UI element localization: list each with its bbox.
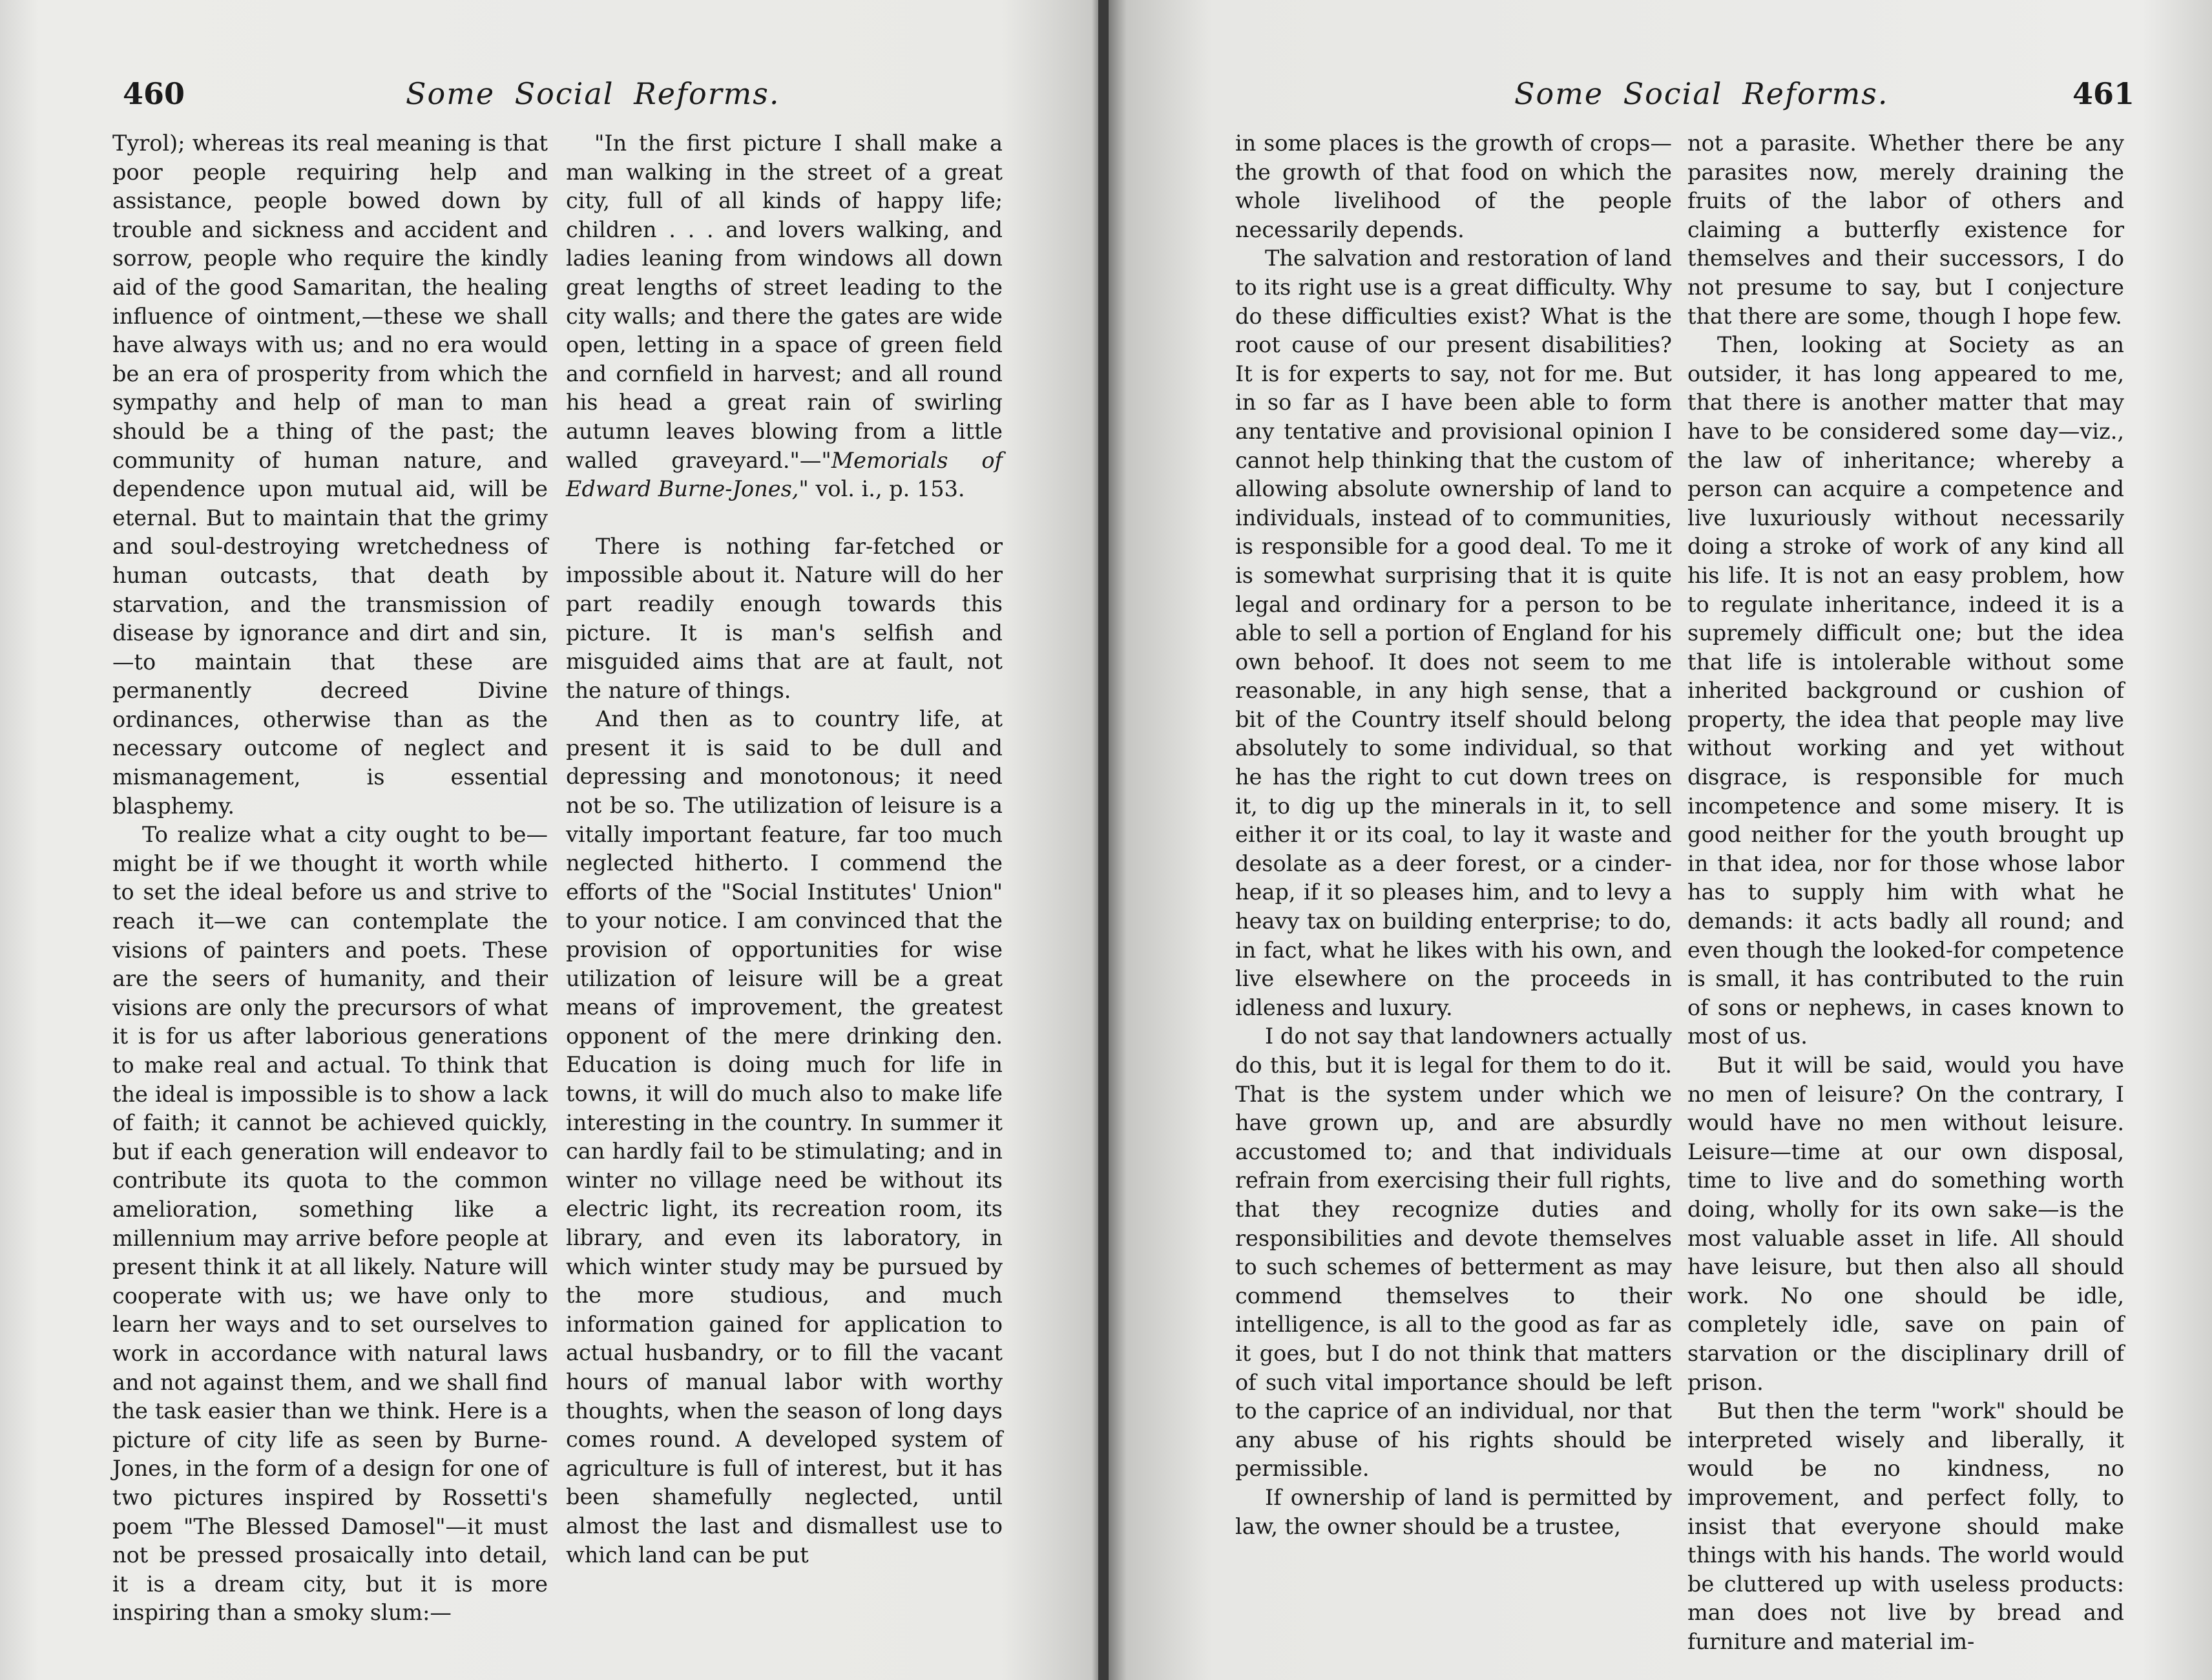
paragraph: I do not say that landowners actually do this, but it is legal for them to do it. That is the system under which we have grown up, and are absurdly accustomed to; and that individuals refrain from exercising their full rights, that they recognize duties and responsibilities and devote themselves to such schemes of betterment as may commend themselves to their intelligence, is all to the good as far as it goes, but I do not think that matters of such vital importance should be left to the caprice of an individual, nor that any abuse of his rights should be permissible. (1235, 1024, 1672, 1482)
quote-source: "Memorials of Edward Burne-Jones," (566, 447, 1003, 502)
paragraph: And then as to country life, at present it is said to be dull and depressing and monotonous; it need not be so. The utilization of leisure is a vitally important feature, far too much neglected hitherto. I commend the efforts of the "Social Institutes' Union" to your notice. I am convinced that the provision of opportunities for wise utilization of leisure will be a great means of improvement, the greatest opponent of the mere drinking den. Education is doing much for life in towns, it will do much also to make life interesting in the country. In summer it can hardly fail to be stimulating; and in winter no village need be without its electric light, its recreation room, its library, and even its laboratory, in which winter study may be pursued by the more studious, and much information gained for application to actual husbandry, or to fill the vacant hours of manual labor with worthy thoughts, when the season of long days comes round. A developed system of agriculture is full of interest, but it has been shamefully neglected, until almost the last and dismallest use to which land can be put (566, 706, 1003, 1568)
book-gutter (1098, 0, 1109, 1680)
right-page (1109, 0, 2212, 1680)
paragraph: The salvation and restoration of land to its right use is a great difficulty. Why do these difficulties exist? What is the root cause of our present disabilities? It is for experts to say, not for me. But in so far as I have been able to form any tentative and provisional opinion I cannot help thinking that the custom of allowing absolute ownership of land to individuals, instead of to communities, is responsible for a good deal. To me it is somewhat surprising that it is quite legal and ordinary for a person to be able to sell a portion of England for his own behoof. It does not seem to me reasonable, in any high sense, that a bit of the Country itself should belong absolutely to some individual, so that he has the right to cut down trees on it, to dig up the minerals in it, to sell either it or its coal, to lay it waste and desolate as a deer forest, or a cinder-heap, if it so pleases him, and to levy a heavy tax on building enterprise; to do, in fact, what he likes with his own, and live elsewhere on the proceeds in idleness and luxury. (1235, 246, 1672, 1020)
left-page (0, 0, 1098, 1680)
left-page-column-1 (112, 129, 548, 1628)
paragraph: Then, looking at Society as an outsider, it has long appeared to me, that there is another matter that may have to be considered some day—viz., the law of inheritance; whereby a person can acquire a competence and live luxuriously without necessarily doing a stroke of work of any kind all his life. It is not an easy problem, how to regulate inheritance, indeed it is a supremely difficult one; but the idea that life is intolerable without some inherited background or cushion of property, the idea that people may live without working and yet without disgrace, is responsible for much incompetence and some misery. It is good neither for the youth brought up in that idea, nor for those whose labor has to supply him with what he demands: it acts badly all round; and even though the looked-for competence is small, it has contributed to the ruin of sons or nephews, in cases known to most of us. (1687, 332, 2124, 1049)
paragraph: There is nothing far-fetched or impossible about it. Nature will do her part readily enough towards this picture. It is man's selfish and misguided aims that are at fault, not the nature of things. (566, 533, 1003, 703)
paragraph: Tyrol); whereas its real meaning is that poor people requiring help and assistance, people bowed down by trouble and sickness and accident and sorrow, people who require the kindly aid of the good Samaritan, the healing influence of ointment,—these we shall have always with us; and no era would be an era of prosperity from which the sympathy and help of man to man should be a thing of the past; the community of human nature, and dependence upon mutual aid, will be eternal. But to maintain that the grimy and soul-destroying wretchedness of human outcasts, that death by starvation, and the transmission of disease by ignorance and dirt and sin,—to maintain that these are permanently decreed Divine ordinances, otherwise than as the necessary outcome of neglect and mismanagement, is essential blasphemy. (112, 131, 548, 819)
paragraph: To realize what a city ought to be—might be if we thought it worth while to set the ideal before us and strive to reach it—we can contemplate the visions of painters and poets. These are the seers of humanity, and their visions are only the precursors of what it is for us after laborious generations to make real and actual. To think that the ideal is impossible is to show a lack of faith; it cannot be achieved quickly, but if each generation will endeavor to contribute its quota to the common amelioration, something like a millennium may arrive before people at present think it at all likely. Nature will cooperate with us; we have only to learn her ways and to set ourselves to work in accordance with natural laws and not against them, and we shall find the task easier than we think. Here is a picture of city life as seen by Burne-Jones, in the form of a design for one of two pictures inspired by Rossetti's poem "The Blessed Damosel"—it must not be pressed prosaically into detail, it is a dream city, but it is more inspiring than a smoky slum:— (112, 822, 548, 1626)
paragraph: But it will be said, would you have no men of leisure? On the contrary, I would have no men without leisure. Leisure—time at our own disposal, time to live and do something worth doing, wholly for its own sake—is the most valuable asset in life. All should have leisure, but then also all should work. No one should be idle, completely idle, save on pain of starvation or the disciplinary drill of prison. (1687, 1053, 2124, 1395)
right-page-column-2 (1687, 129, 2124, 1656)
left-page-column-2 (566, 129, 1003, 1570)
paragraph-gap (566, 504, 1003, 532)
running-title: Some Social Reforms. (406, 76, 780, 111)
page-number: 460 (123, 76, 185, 111)
running-title: Some Social Reforms. (1514, 76, 1889, 111)
paragraph: not a parasite. Whether there be any parasites now, merely draining the fruits of the labor of others and claiming a butterfly existence for themselves and their successors, I do not presume to say, but I conjecture that there are some, though I hope few. (1687, 131, 2124, 329)
page-number: 461 (2072, 76, 2135, 111)
quote-reference: vol. i., p. 153. (808, 476, 965, 502)
paragraph: If ownership of land is permitted by law, the owner should be a trustee, (1235, 1484, 1672, 1539)
block-quote (566, 129, 1003, 504)
paragraph: in some places is the growth of crops—the growth of that food on which the whole livelihood of the people necessarily depends. (1235, 131, 1672, 242)
quote-text: "In the first picture I shall make a man walking in the street of a great city, full of all kinds of happy life; children . . . and lovers walking, and ladies leaning from windows all down great lengths of street leading to the city walls; and there the gates are wide open, letting in a space of green field and cornfield in harvest; and all round his head a great rain of swirling autumn leaves blowing from a little walled graveyard."— (566, 131, 1003, 473)
paragraph: But then the term "work" should be interpreted wisely and liberally, it would be no kindness, no improvement, and perfect folly, to insist that everyone should make things with his hands. The world would be cluttered up with useless products: man does not live by bread and furniture and material im- (1687, 1398, 2124, 1654)
right-page-column-1 (1235, 129, 1672, 1541)
